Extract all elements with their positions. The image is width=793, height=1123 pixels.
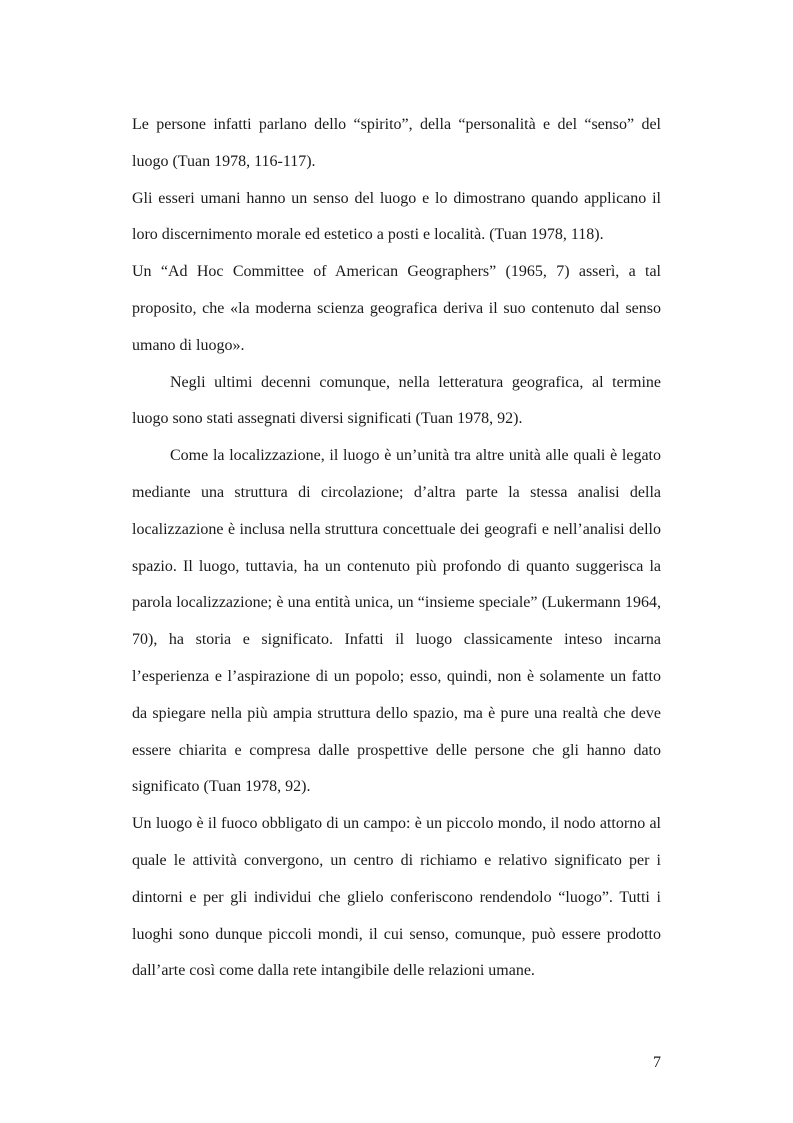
body-text <box>132 107 661 990</box>
page-number: 7 <box>653 1054 661 1071</box>
paragraph-1: Le persone infatti parlano dello “spirito”, della “personalità e del “senso” del luogo (Tuan 1978, 116-117). <box>132 116 661 170</box>
paragraph-6: Un luogo è il fuoco obbligato di un campo: è un piccolo mondo, il nodo attorno al quale le attività convergono, un centro di richiamo e relativo significato per i dintorni e per gli individui che glielo conferiscono rendendolo “luogo”. Tutti i luoghi sono dunque piccoli mondi, il cui senso, comunque, può essere prodotto dall’arte così come dalla rete intangibile delle relazioni umane. <box>132 815 661 980</box>
paragraph-4: Negli ultimi decenni comunque, nella letteratura geografica, al termine luogo sono stati assegnati diversi significati (Tuan 1978, 92). <box>132 373 661 428</box>
paragraph-5: Come la localizzazione, il luogo è un’unità tra altre unità alle quali è legato mediante una struttura di circolazione; d’altra parte la stessa analisi della localizzazione è inclusa nella struttura concettuale dei geografi e nell’analisi dello spazio. Il luogo, tuttavia, ha un contenuto più profondo di quanto suggerisca la parola localizzazione; è una entità unica, un “insieme speciale” (Lukermann 1964, 70), ha storia e significato. Infatti il luogo classicamente inteso incarna l’esperienza e l’aspirazione di un popolo; esso, quindi, non è solamente un fatto da spiegare nella più ampia struttura dello spazio, ma è pure una realtà che deve essere chiarita e compresa dalle prospettive delle persone che gli hanno dato significato (Tuan 1978, 92). <box>132 447 661 796</box>
paragraph-2: Gli esseri umani hanno un senso del luogo e lo dimostrano quando applicano il loro discernimento morale ed estetico a posti e località. (Tuan 1978, 118). <box>132 189 661 244</box>
paragraph-3: Un “Ad Hoc Committee of American Geographers” (1965, 7) asserì, a tal proposito, che «la moderna scienza geografica deriva il suo contenuto dal senso umano di luogo». <box>132 263 661 354</box>
